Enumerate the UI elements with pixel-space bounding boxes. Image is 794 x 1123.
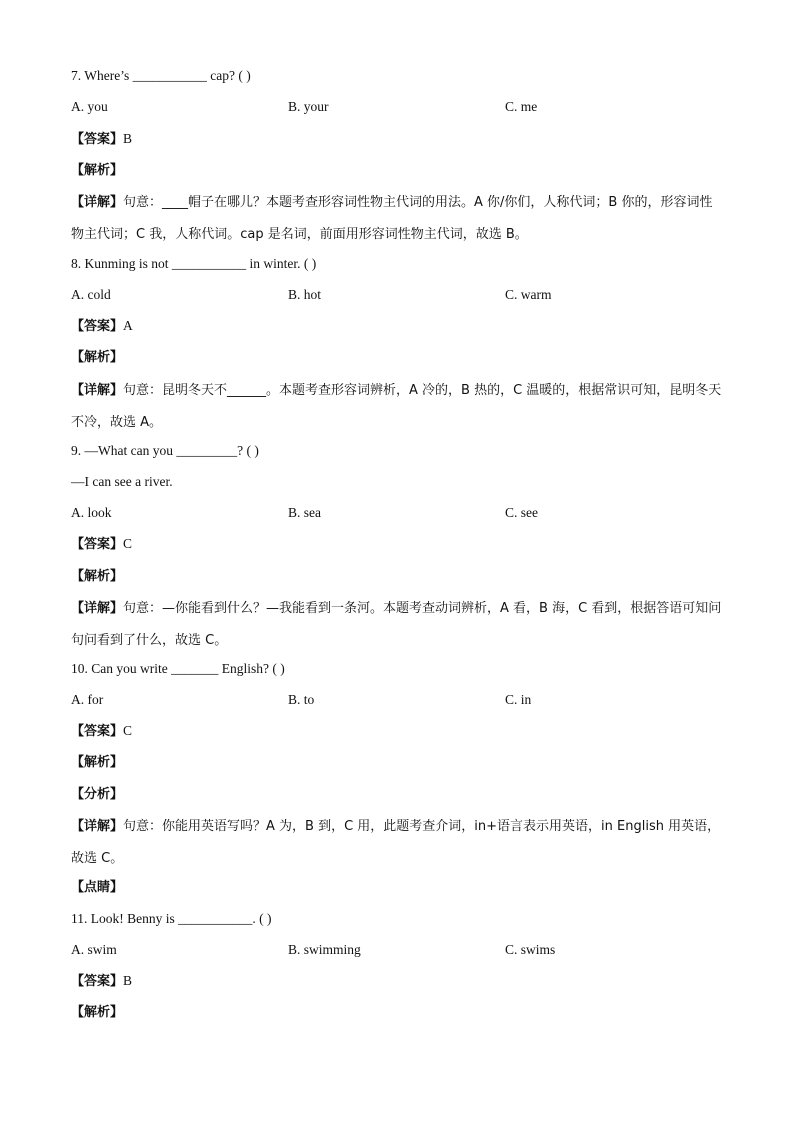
detail-tag: 【详解】 xyxy=(71,195,124,210)
question-10-fenxi xyxy=(71,784,723,805)
question-10-dianjing xyxy=(71,877,723,898)
detail-text: 句意：—你能看到什么？—我能看到一条河。本题考查动词辨析，A 看，B 海，C 看到，根据答语可知问句问看到了什么，故选 C。 xyxy=(71,601,722,648)
question-11-option-b: B. swimming xyxy=(288,942,361,957)
detail-text: 句意：____帽子在哪儿？本题考查形容词性物主代词的用法。A 你/你们，人称代词；B 你的，形容词性物主代词；C 我，人称代词。cap 是名词，前面用形容词性物主代词，故选 B。 xyxy=(71,195,713,242)
detail-text: 句意：昆明冬天不______。本题考查形容词辨析，A 冷的，B 热的，C 温暖的，根据常识可知，昆明冬天不冷，故选 A。 xyxy=(71,383,722,430)
question-9-stem: 9. —What can you _________? ( ) xyxy=(71,443,259,458)
question-7-detail xyxy=(71,186,723,250)
question-9-detail xyxy=(71,592,723,656)
question-9-option-a: A. look xyxy=(71,505,112,520)
answer-value: C xyxy=(123,536,133,551)
question-9-option-c: C. see xyxy=(505,505,538,520)
question-10-answer xyxy=(71,721,723,742)
question-8-option-b: B. hot xyxy=(288,287,322,302)
question-8-answer xyxy=(71,316,723,337)
question-9-option-b: B. sea xyxy=(288,505,321,520)
question-11-answer xyxy=(71,971,723,992)
answer-value: A xyxy=(123,318,133,333)
answer-value: B xyxy=(123,973,133,988)
analysis-tag: 【解析】 xyxy=(71,755,124,770)
question-11-analysis xyxy=(71,1002,723,1023)
question-10-analysis xyxy=(71,752,723,773)
question-8-detail xyxy=(71,374,723,438)
question-11-option-c: C. swims xyxy=(505,942,556,957)
answer-tag: 【答案】 xyxy=(71,132,124,147)
question-8-option-c: C. warm xyxy=(505,287,552,302)
question-10-stem: 10. Can you write _______ English? ( ) xyxy=(71,661,285,676)
question-10-option-a: A. for xyxy=(71,692,104,707)
question-10-option-b: B. to xyxy=(288,692,315,707)
answer-tag: 【答案】 xyxy=(71,537,124,552)
question-8-analysis xyxy=(71,347,723,368)
question-7-option-a: A. you xyxy=(71,99,108,114)
question-11-stem: 11. Look! Benny is ___________. ( ) xyxy=(71,911,272,926)
question-10-detail xyxy=(71,810,723,874)
answer-tag: 【答案】 xyxy=(71,974,124,989)
detail-tag: 【详解】 xyxy=(71,819,124,834)
question-9-analysis xyxy=(71,566,723,587)
question-10-option-c: C. in xyxy=(505,692,532,707)
question-8-option-a: A. cold xyxy=(71,287,111,302)
question-9-answer xyxy=(71,534,723,555)
question-7-analysis xyxy=(71,160,723,181)
analysis-tag: 【解析】 xyxy=(71,569,124,584)
answer-value: C xyxy=(123,723,133,738)
question-11-option-a: A. swim xyxy=(71,942,117,957)
answer-tag: 【答案】 xyxy=(71,319,124,334)
answer-tag: 【答案】 xyxy=(71,724,124,739)
detail-tag: 【详解】 xyxy=(71,601,124,616)
dianjing-tag: 【点睛】 xyxy=(71,880,124,895)
question-8-stem: 8. Kunming is not ___________ in winter. ( ) xyxy=(71,256,317,271)
analysis-tag: 【解析】 xyxy=(71,350,124,365)
question-7-answer xyxy=(71,129,723,150)
question-7-option-c: C. me xyxy=(505,99,538,114)
detail-text: 句意：你能用英语写吗？A 为，B 到，C 用，此题考查介词，in+语言表示用英语，in English 用英语，故选 C。 xyxy=(71,819,721,866)
fenxi-tag: 【分析】 xyxy=(71,787,124,802)
answer-value: B xyxy=(123,131,133,146)
question-9-reply: —I can see a river. xyxy=(71,474,173,489)
question-7-option-b: B. your xyxy=(288,99,329,114)
detail-tag: 【详解】 xyxy=(71,383,124,398)
analysis-tag: 【解析】 xyxy=(71,163,124,178)
question-7-stem: 7. Where’s ___________ cap? ( ) xyxy=(71,68,251,83)
analysis-tag: 【解析】 xyxy=(71,1005,124,1020)
